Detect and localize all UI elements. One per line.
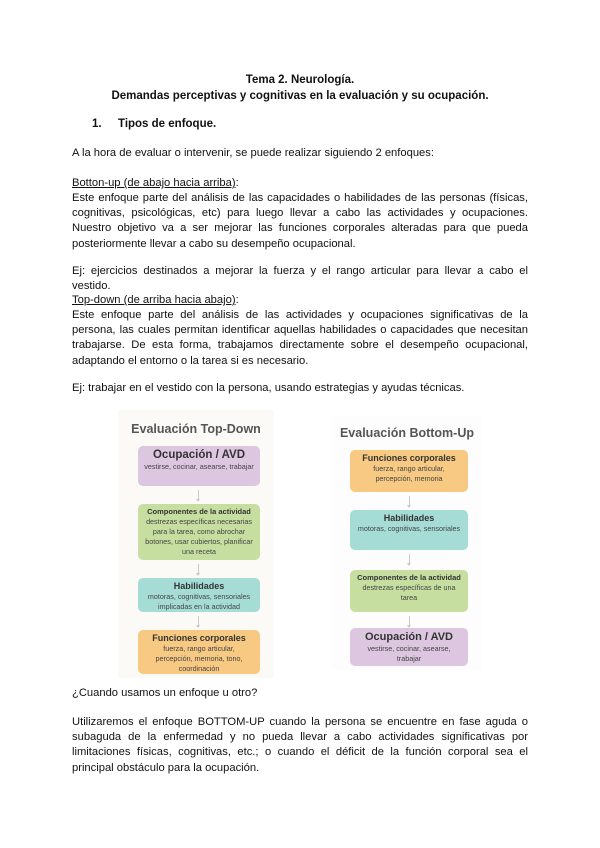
answer-paragraph: Utilizaremos el enfoque BOTTOM-UP cuando la persona se encuentre en fase aguda o subaguda de la enfermedad y no pueda llevar a cabo actividades significativas por limitaciones físicas, cognitivas, etc.; o cuando el déficit de la función corporal sea el principal obstáculo para la ocupación. — [72, 716, 528, 774]
question-text: ¿Cuando usamos un enfoque u otro? — [72, 687, 258, 699]
bottom-up-body: Este enfoque parte del análisis de las capacidades o habilidades de las personas (físicas, cognitivas, psicológicas, etc) para luego llevar a cabo las actividades y ocupaciones. Nuestro objetivo va a ser mejorar las funciones corporales alteradas para que pueda posteriormente llevar a cabo su desempeño ocupacional. — [72, 192, 528, 250]
bu-box-componentes-sub: destrezas específicas de una tarea — [362, 583, 456, 602]
bu-arrow-2 — [409, 554, 410, 564]
top-down-example: Ej: trabajar en el vestido con la persona, usando estrategias y ayudas técnicas. — [72, 382, 465, 394]
bu-box-ocupacion-sub: vestirse, cocinar, asearse, trabajar — [367, 644, 451, 663]
bu-box-habilidades-sub: motoras, cognitivas, sensoriales — [357, 524, 461, 533]
td-box-ocupacion-title: Ocupación / AVD — [152, 449, 245, 461]
bu-box-componentes — [350, 570, 468, 612]
td-box-habilidades — [138, 578, 260, 612]
top-down-heading-colon: : — [235, 294, 239, 306]
td-box-componentes-title: Componentes de la actividad — [147, 507, 251, 516]
bottom-up-heading-text: Botton-up (de abajo hacia arriba) — [72, 177, 236, 189]
top-down-diagram-title: Evaluación Top-Down — [131, 422, 261, 436]
bottom-up-heading — [72, 176, 528, 191]
bu-arrow-3 — [409, 616, 410, 626]
bu-box-ocupacion-title: Ocupación / AVD — [364, 631, 453, 643]
td-box-funciones-title: Funciones corporales — [152, 633, 246, 643]
document-title: Tema 2. Neurología. — [245, 74, 355, 86]
document-subtitle: Demandas perceptivas y cognitivas en la evaluación y su ocupación. — [111, 90, 489, 102]
intro-paragraph: A la hora de evaluar o intervenir, se puede realizar siguiendo 2 enfoques: — [72, 147, 434, 159]
td-box-funciones — [138, 630, 260, 674]
bu-arrow-1 — [409, 496, 410, 506]
td-box-componentes — [138, 504, 260, 560]
bottom-up-diagram-title: Evaluación Bottom-Up — [339, 426, 475, 440]
bottom-up-example: Ej: ejercicios destinados a mejorar la fuerza y el rango articular para llevar a cabo el vestido. — [72, 265, 528, 293]
bu-box-funciones — [350, 450, 468, 492]
top-down-body: Este enfoque parte del análisis de las actividades y ocupaciones significativas de la persona, las cuales permitan identificar aquellas habilidades o capacidades que necesitan trabajarse. De esta forma, trabajamos directamente sobre el desempeño ocupacional, adaptando el entorno o la tarea si es necesario. — [72, 309, 528, 367]
td-arrow-3 — [198, 616, 199, 626]
bu-box-habilidades-title: Habilidades — [383, 513, 435, 523]
bottom-up-heading-colon: : — [235, 177, 239, 189]
bu-box-componentes-title: Componentes de la actividad — [357, 573, 461, 582]
td-box-ocupacion — [138, 446, 260, 486]
td-box-funciones-sub: fuerza, rango articular, percepción, memoria, tono, coordinación — [155, 644, 243, 673]
td-box-habilidades-title: Habilidades — [173, 581, 225, 591]
section-heading — [92, 118, 216, 130]
td-arrow-2 — [198, 564, 199, 574]
td-box-habilidades-sub: motoras, cognitivas, sensoriales implicadas en la actividad — [147, 592, 251, 611]
section-number: 1. — [92, 118, 102, 130]
bu-box-funciones-title: Funciones corporales — [362, 453, 456, 463]
bu-box-funciones-sub: fuerza, rango articular, percepción, memoria — [373, 464, 445, 483]
td-box-ocupacion-sub: vestirse, cocinar, asearse, trabajar — [144, 462, 254, 471]
bu-box-habilidades — [350, 510, 468, 550]
top-down-heading — [72, 293, 528, 308]
section-title: Tipos de enfoque. — [118, 118, 217, 130]
bu-box-ocupacion — [350, 628, 468, 666]
td-arrow-1 — [198, 490, 199, 500]
top-down-heading-text: Top-down (de arriba hacia abajo) — [72, 294, 236, 306]
bottom-up-diagram — [332, 416, 482, 670]
td-box-componentes-sub: destrezas específicas necesarias para la tarea, como abrochar botones, usar cubiertos, planificar una receta — [145, 517, 253, 556]
top-down-diagram — [118, 410, 274, 678]
